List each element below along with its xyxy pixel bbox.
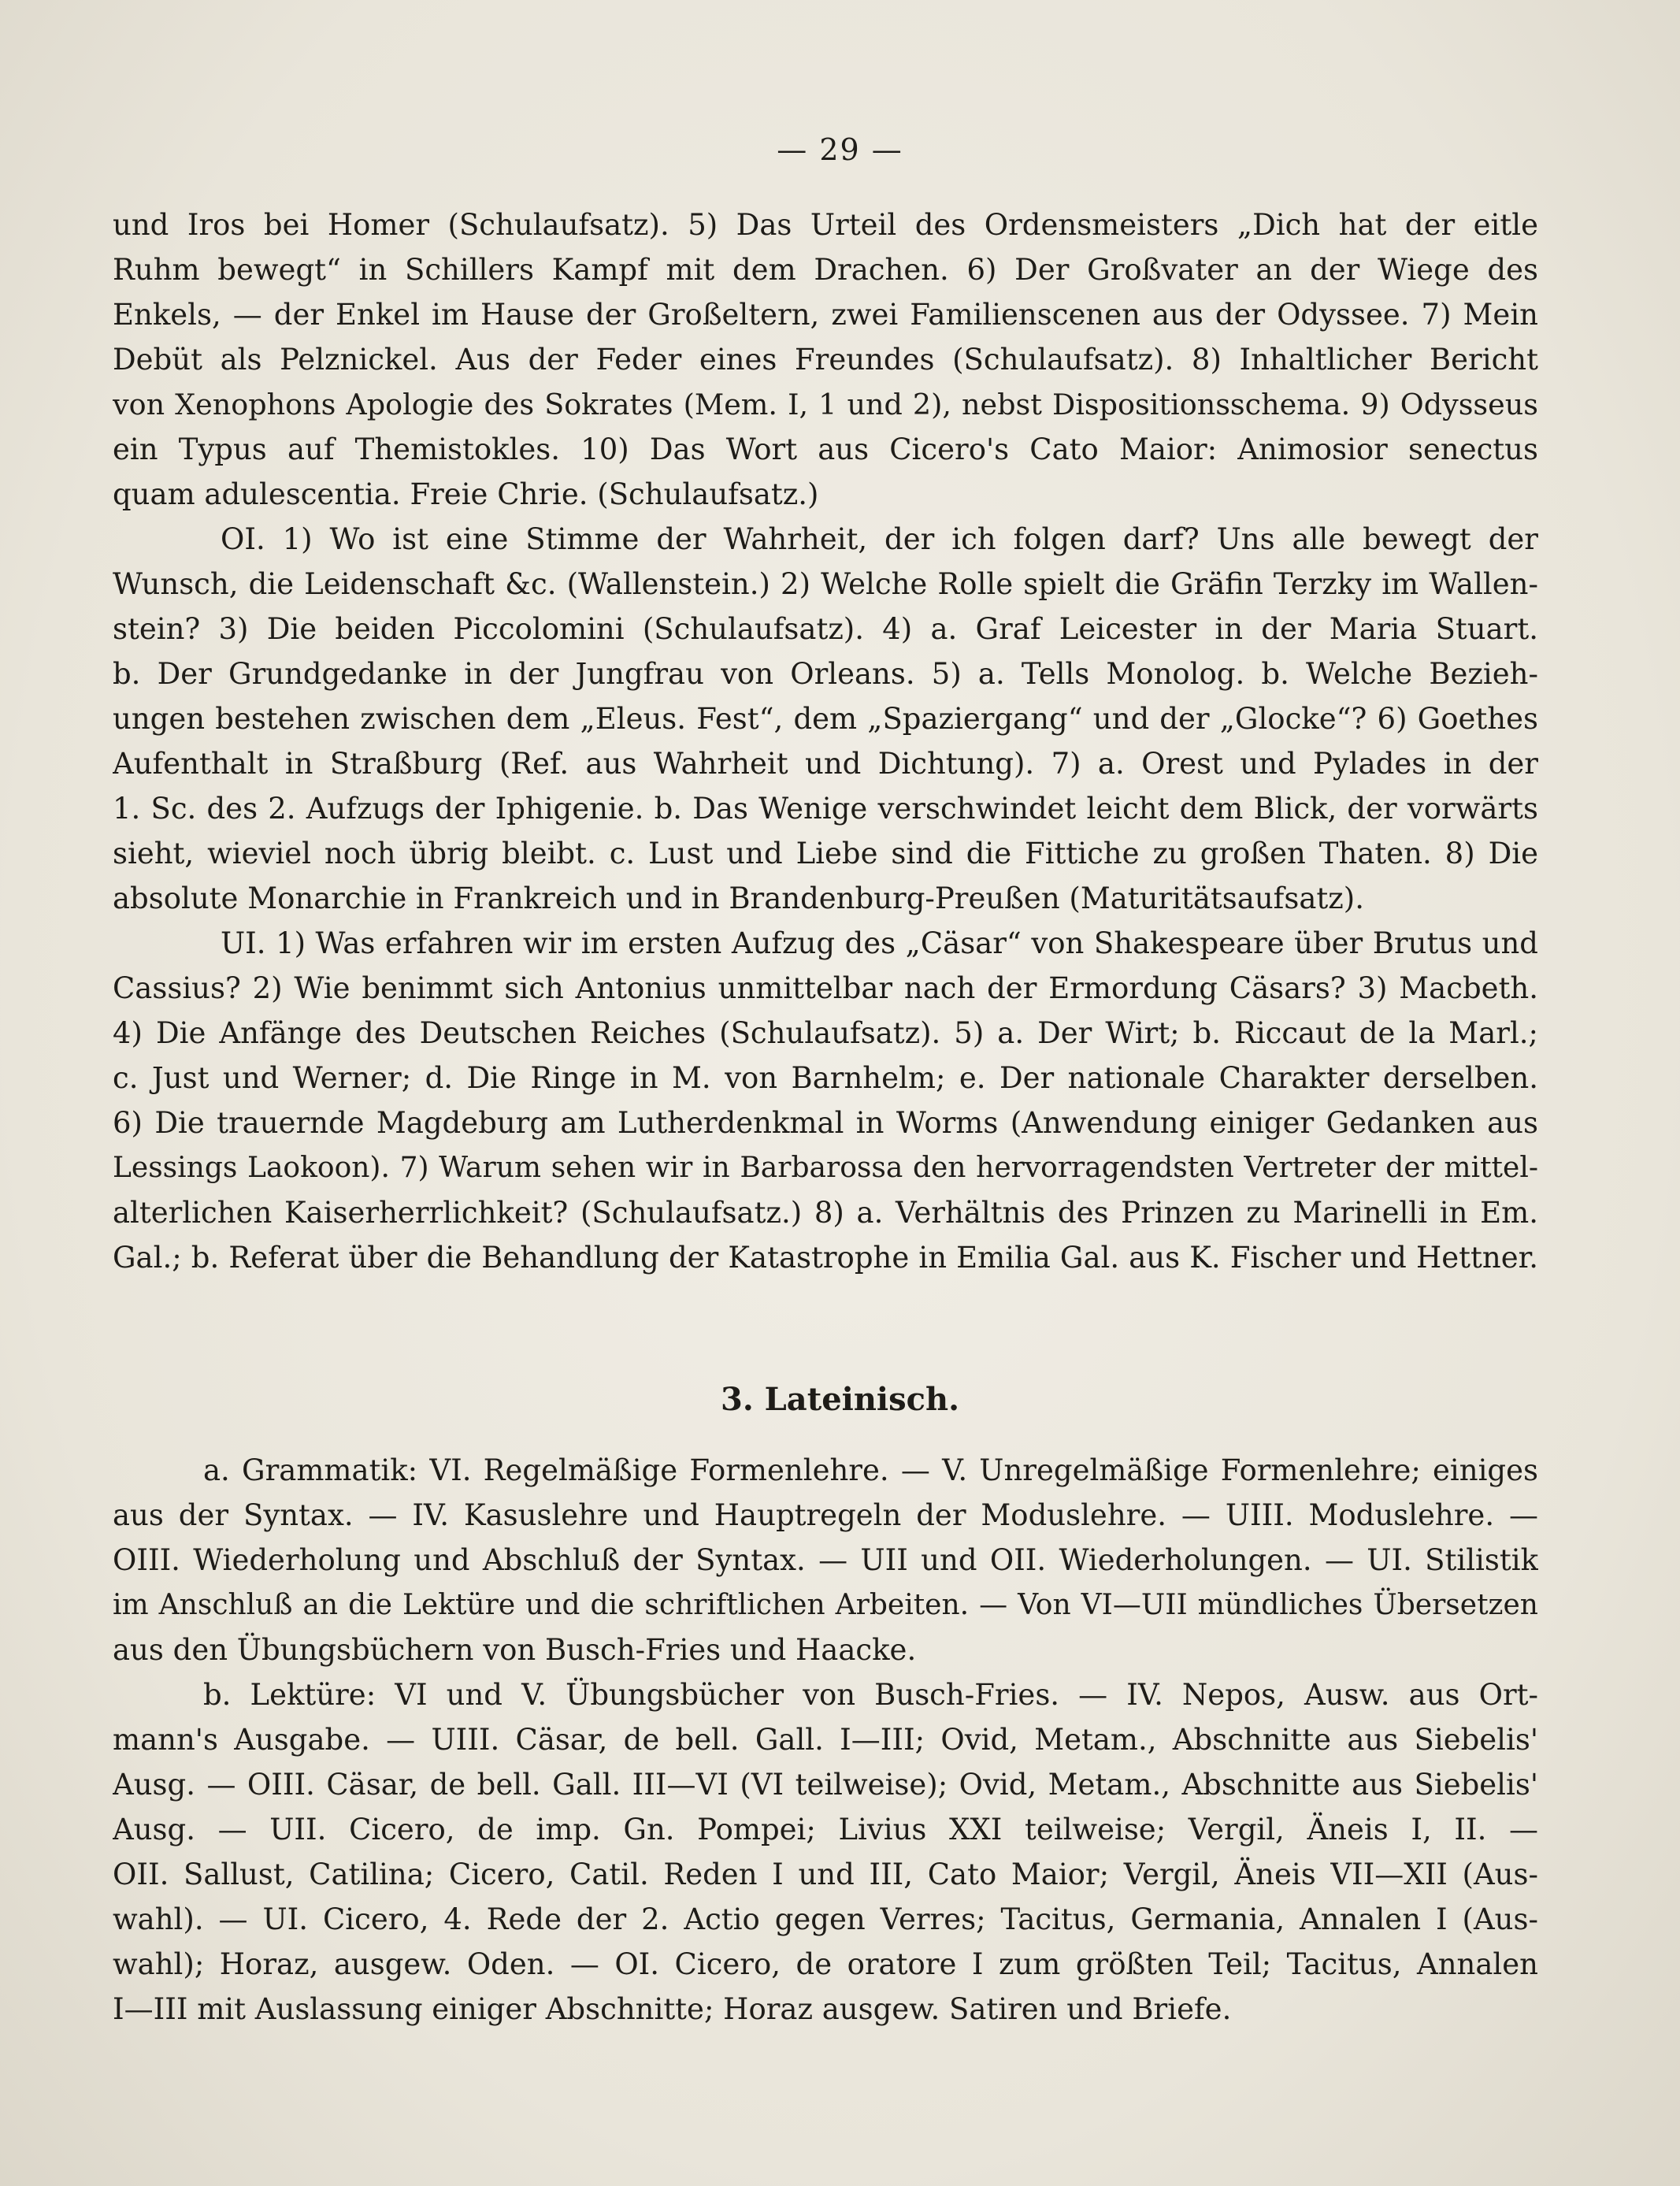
text-line: und Iros bei Homer (Schulaufsatz). 5) Das Urteil des Ordensmeisters „Dich hat der eitle — [113, 208, 1538, 242]
text-line: c. Just und Werner; d. Die Ringe in M. von Barnhelm; e. Der nationale Charakter derselben. — [113, 1061, 1538, 1095]
grammar-paragraph-line: a. Grammatik: VI. Regelmäßige Formenlehre. — V. Unregelmäßige Formenlehre; einiges — [203, 1453, 1538, 1487]
text-line-oi: OI. 1) Wo ist eine Stimme der Wahrheit, der ich folgen darf? Uns alle bewegt der — [221, 522, 1538, 556]
text-line: von Xenophons Apologie des Sokrates (Mem. I, 1 und 2), nebst Dispositionsschema. 9) Odysseus — [113, 388, 1538, 421]
text-line: Ruhm bewegt“ in Schillers Kampf mit dem Drachen. 6) Der Großvater an der Wiege des — [113, 253, 1538, 287]
text-line: Ausg. — UII. Cicero, de imp. Gn. Pompei; Livius XXI teilweise; Vergil, Äneis I, II. — — [113, 1813, 1538, 1846]
text-line: b. Der Grundgedanke in der Jungfrau von Orleans. 5) a. Tells Monolog. b. Welche Bezieh- — [113, 657, 1538, 691]
text-line: quam adulescentia. Freie Chrie. (Schulaufsatz.) — [113, 477, 819, 511]
section-heading: 3. Lateinisch. — [720, 1381, 959, 1418]
text-line: Lessings Laokoon). 7) Warum sehen wir in Barbarossa den hervorragendsten Vertreter der mittel- — [113, 1152, 1538, 1184]
text-line: alterlichen Kaiserherrlichkeit? (Schulaufsatz.) 8) a. Verhältnis des Prinzen zu Marinelli in Em. — [113, 1196, 1538, 1230]
reading-paragraph-line: b. Lektüre: VI und V. Übungsbücher von Busch-Fries. — IV. Nepos, Ausw. aus Ort- — [203, 1678, 1538, 1712]
text-line: aus der Syntax. — IV. Kasuslehre und Hauptregeln der Moduslehre. — UIII. Moduslehre. — — [113, 1498, 1538, 1532]
text-line: ungen bestehen zwischen dem „Eleus. Fest“, dem „Spaziergang“ und der „Glocke“? 6) Goethes — [113, 702, 1538, 736]
text-line: OIII. Wiederholung und Abschluß der Syntax. — UII und OII. Wiederholungen. — UI. Stilistik — [113, 1543, 1538, 1577]
text-line: Cassius? 2) Wie benimmt sich Antonius unmittelbar nach der Ermordung Cäsars? 3) Macbeth. — [113, 971, 1538, 1005]
text-line: im Anschluß an die Lektüre und die schriftlichen Arbeiten. — Von VI—UII mündliches Übersetzen — [113, 1589, 1538, 1621]
text-line: aus den Übungsbüchern von Busch-Fries und Haacke. — [113, 1633, 917, 1667]
text-line: absolute Monarchie in Frankreich und in Brandenburg-Preußen (Maturitätsaufsatz). — [113, 881, 1364, 915]
text-line: wahl). — UI. Cicero, 4. Rede der 2. Actio gegen Verres; Tacitus, Germania, Annalen I (Aus- — [113, 1902, 1538, 1936]
essay-topics-section — [113, 202, 1538, 1280]
text-line-ui: UI. 1) Was erfahren wir im ersten Aufzug des „Cäsar“ von Shakespeare über Brutus und — [221, 926, 1538, 960]
text-line: 4) Die Anfänge des Deutschen Reiches (Schulaufsatz). 5) a. Der Wirt; b. Riccaut de la Marl.; — [113, 1016, 1538, 1050]
text-line: Wunsch, die Leidenschaft &c. (Wallenstein.) 2) Welche Rolle spielt die Gräfin Terzky im Wallen- — [113, 567, 1538, 601]
text-line: stein? 3) Die beiden Piccolomini (Schulaufsatz). 4) a. Graf Leicester in der Maria Stuart. — [113, 612, 1538, 646]
latin-section — [113, 1448, 1538, 2032]
text-line: ein Typus auf Themistokles. 10) Das Wort aus Cicero's Cato Maior: Animosior senectus — [113, 432, 1538, 466]
text-line: Debüt als Pelznickel. Aus der Feder eines Freundes (Schulaufsatz). 8) Inhaltlicher Bericht — [113, 343, 1538, 377]
text-line: Enkels, — der Enkel im Hause der Großeltern, zwei Familienscenen aus der Odyssee. 7) Mein — [113, 298, 1538, 332]
text-line: Gal.; b. Referat über die Behandlung der Katastrophe in Emilia Gal. aus K. Fischer und Hettner. — [113, 1241, 1538, 1275]
text-line: I—III mit Auslassung einiger Abschnitte; Horaz ausgew. Satiren und Briefe. — [113, 1992, 1232, 2026]
text-line: Ausg. — OIII. Cäsar, de bell. Gall. III—VI (VI teilweise); Ovid, Metam., Abschnitte aus Siebelis' — [113, 1768, 1538, 1802]
text-line: sieht, wieviel noch übrig bleibt. c. Lust und Liebe sind die Fittiche zu großen Thaten. 8) Die — [113, 837, 1538, 870]
text-line: mann's Ausgabe. — UIII. Cäsar, de bell. Gall. I—III; Ovid, Metam., Abschnitte aus Siebelis' — [113, 1723, 1538, 1757]
text-line: 6) Die trauernde Magdeburg am Lutherdenkmal in Worms (Anwendung einiger Gedanken aus — [113, 1106, 1538, 1140]
text-line: 1. Sc. des 2. Aufzugs der Iphigenie. b. Das Wenige verschwindet leicht dem Blick, der vorwärts — [113, 792, 1538, 826]
page-number: — 29 — — [777, 132, 903, 167]
text-line: Aufenthalt in Straßburg (Ref. aus Wahrheit und Dichtung). 7) a. Orest und Pylades in der — [113, 747, 1538, 781]
text-line: OII. Sallust, Catilina; Cicero, Catil. Reden I und III, Cato Maior; Vergil, Äneis VII—XII (Aus- — [113, 1858, 1538, 1891]
text-line: wahl); Horaz, ausgew. Oden. — OI. Cicero, de oratore I zum größten Teil; Tacitus, Annalen — [113, 1947, 1538, 1981]
